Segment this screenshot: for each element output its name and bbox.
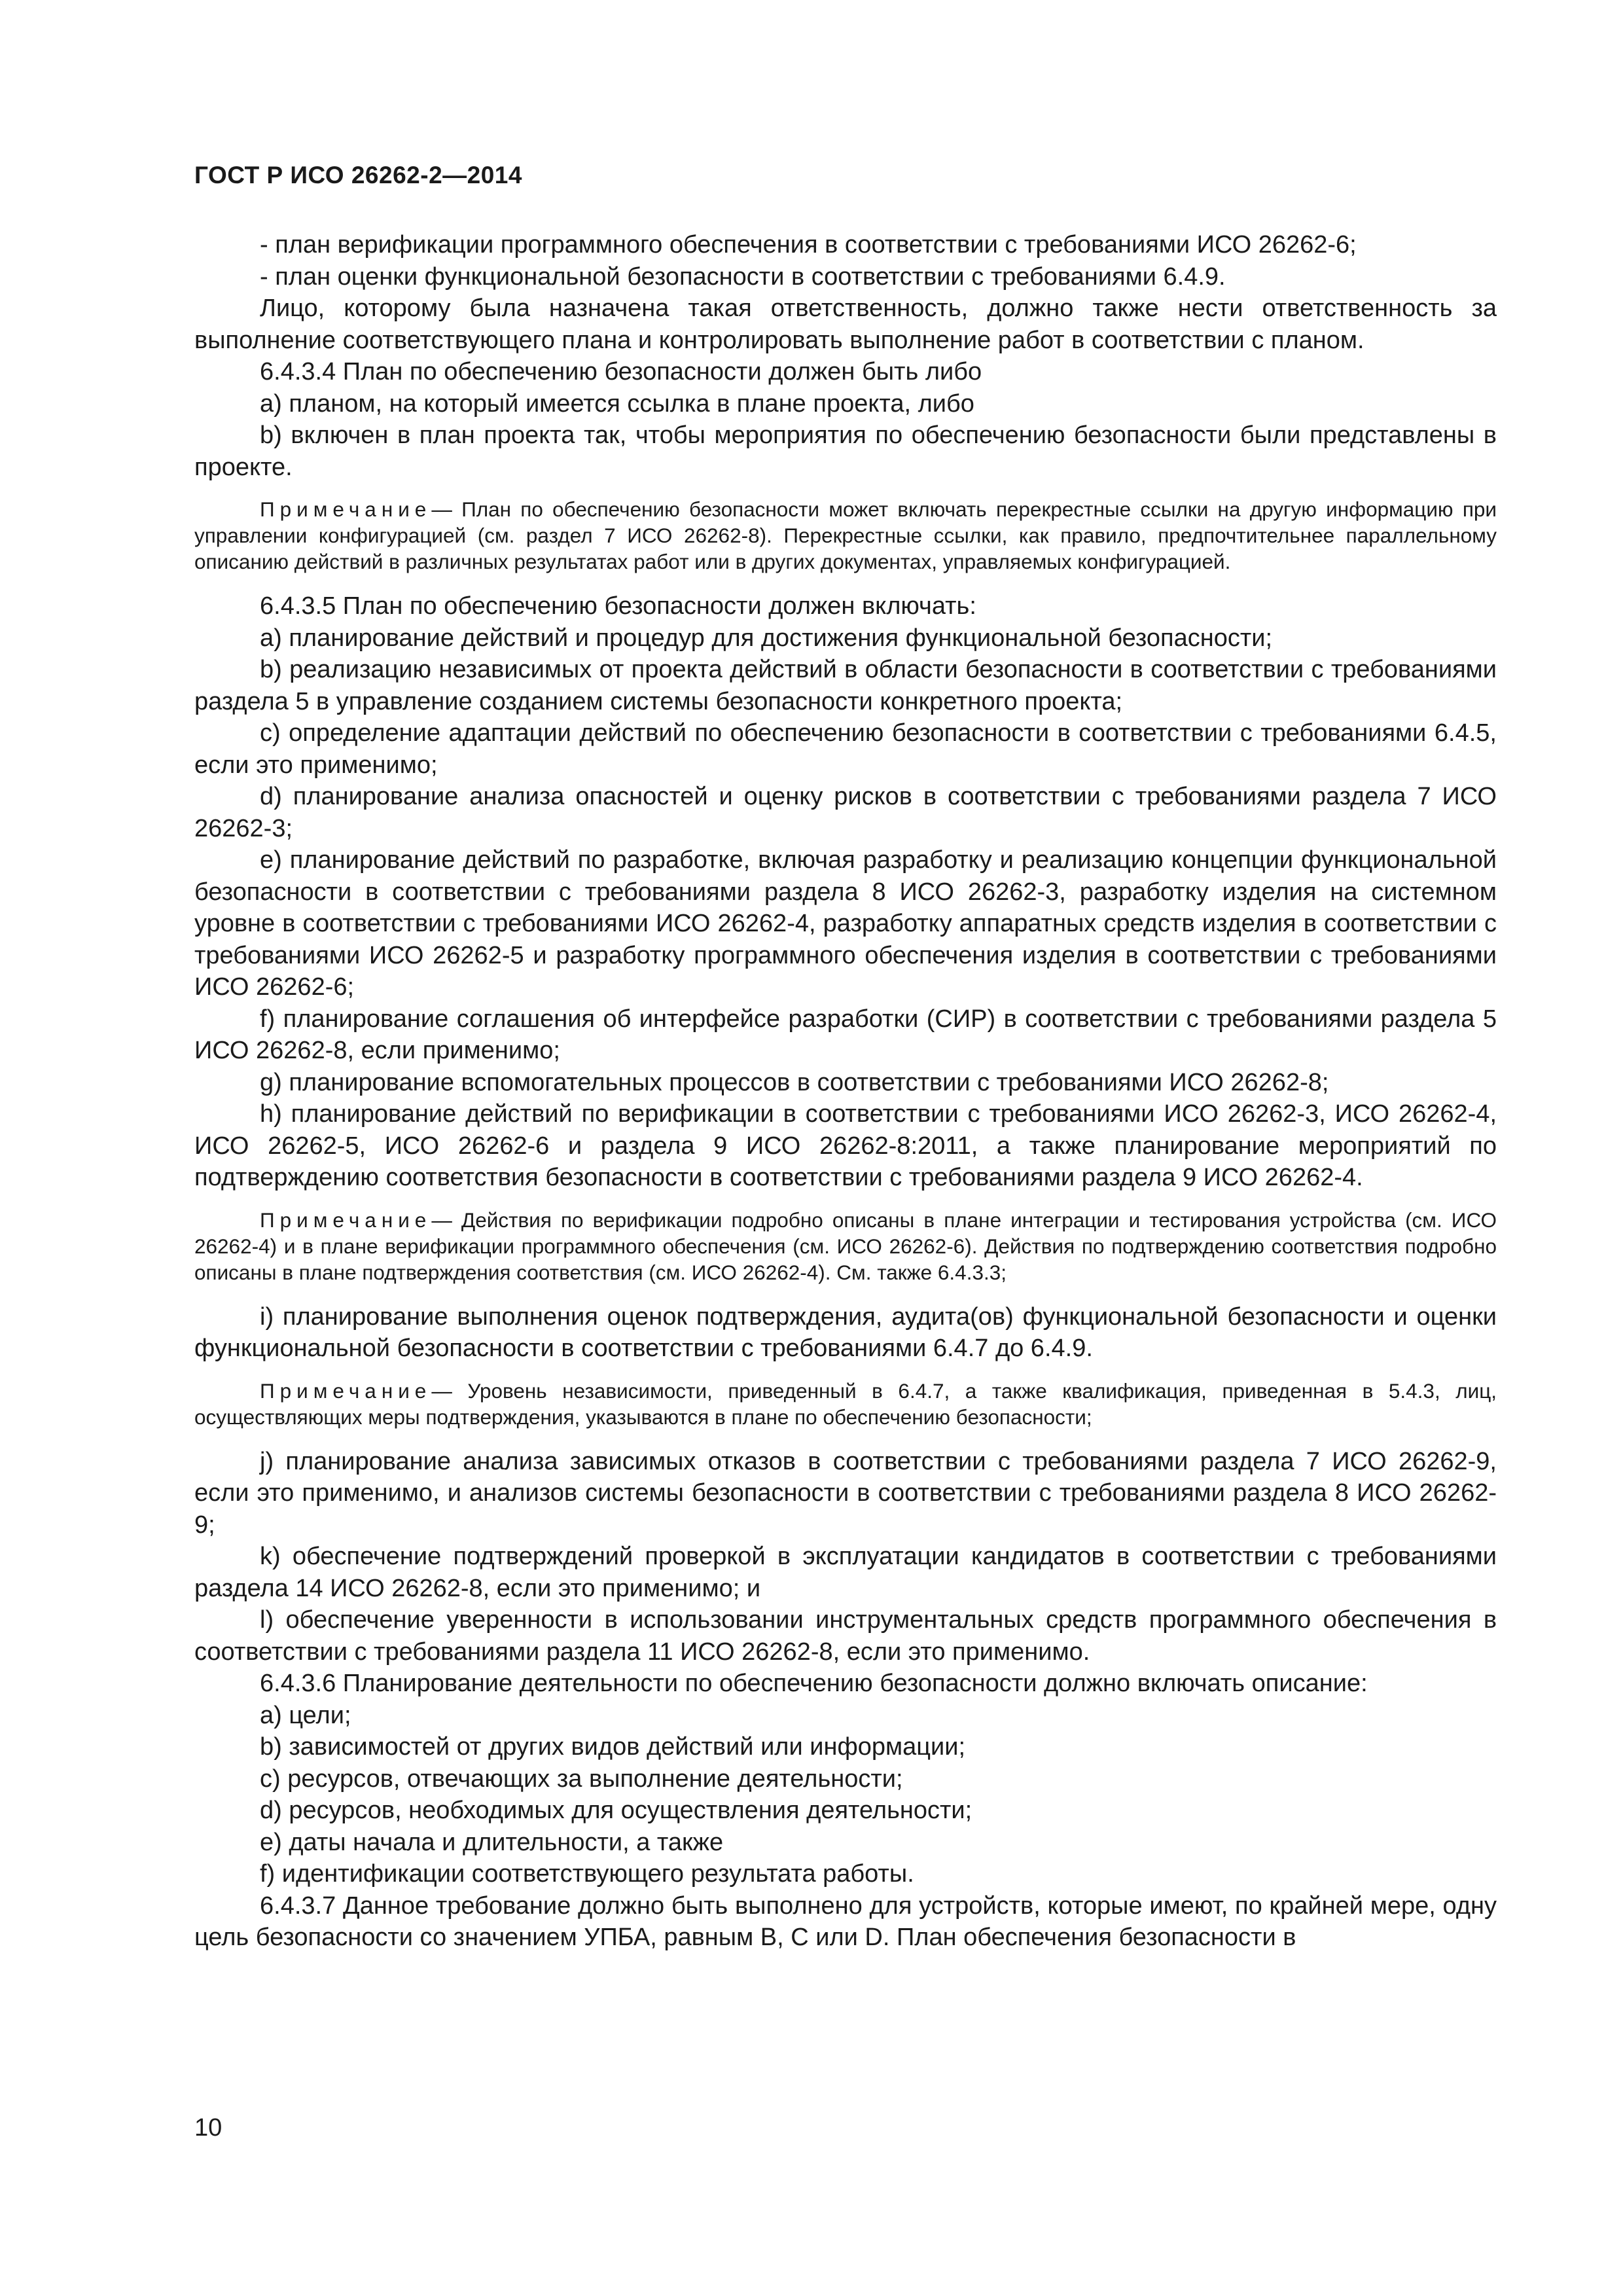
body-paragraph: j) планирование анализа зависимых отказов в соответствии с требованиями раздела 7 ИСО 26262-9, если это применимо, и анализов системы безопасности в соответствии с требованиями раздела 8 ИСО 26262-9;: [194, 1447, 1497, 1539]
body-paragraph: a) цели;: [260, 1701, 351, 1729]
page-number: 10: [194, 2114, 223, 2142]
body-paragraph: g) планирование вспомогательных процессов в соответствии с требованиями ИСО 26262-8;: [260, 1068, 1329, 1096]
body-paragraph: f) планирование соглашения об интерфейсе разработки (СИР) в соответствии с требованиями раздела 5 ИСО 26262-8, если применимо;: [194, 1005, 1497, 1064]
body-paragraph: h) планирование действий по верификации в соответствии с требованиями ИСО 26262-3, ИСО 26262-4, ИСО 26262-5, ИСО 26262-6 и раздела 9 ИСО 26262-8:2011, а также планирование мероприятий по подтверждению соответствия безопасности в соответствии с требованиями раздела 9 ИСО 26262-4.: [194, 1100, 1497, 1191]
body-paragraph: d) ресурсов, необходимых для осуществления деятельности;: [260, 1797, 972, 1824]
note-paragraph: [194, 1207, 1497, 1285]
note-label: Примечание: [260, 497, 432, 521]
body-paragraph: a) планом, на который имеется ссылка в плане проекта, либо: [260, 389, 974, 418]
document-body: [194, 229, 1497, 1954]
note-label: Примечание: [260, 1208, 432, 1232]
body-paragraph: b) включен в план проекта так, чтобы мероприятия по обеспечению безопасности были представлены в проекте.: [194, 422, 1497, 481]
body-paragraph: - план оценки функциональной безопасности в соответствии с требованиями 6.4.9.: [260, 262, 1226, 291]
body-paragraph: b) реализацию независимых от проекта действий в области безопасности в соответствии с требованиями раздела 5 в управление созданием системы безопасности конкретного проекта;: [194, 656, 1497, 715]
body-paragraph: a) планирование действий и процедур для достижения функциональной безопасности;: [260, 624, 1273, 652]
note-text: — Уровень независимости, приведенный в 6.4.7, а также квалификация, приведенная в 5.4.3, лиц, осуществляющих меры подтверждения, указываются в плане по обеспечению безопасности;: [194, 1378, 1497, 1429]
body-paragraph: 6.4.3.6 Планирование деятельности по обеспечению безопасности должно включать описание:: [260, 1670, 1368, 1697]
body-paragraph: e) планирование действий по разработке, включая разработку и реализацию концепции функциональной безопасности в соответствии с требованиями раздела 8 ИСО 26262-3, разработку изделия на системном уровне в соответствии с требованиями ИСО 26262-4, разработку аппаратных средств изделия в соответствии с требованиями ИСО 26262-5 и разработку программного обеспечения изделия в соответствии с требованиями ИСО 26262-6;: [194, 846, 1497, 1001]
body-paragraph: c) определение адаптации действий по обеспечению безопасности в соответствии с требованиями 6.4.5, если это применимо;: [194, 719, 1497, 779]
note-text: — Действия по верификации подробно описаны в плане интеграции и тестирования устройства (см. ИСО 26262-4) и в плане верификации программного обеспечения (см. ИСО 26262-6). Действия по подтверждению соответствия подробно описаны в плане подтверждения соответствия (см. ИСО 26262-4). См. также 6.4.3.3;: [194, 1208, 1497, 1284]
body-paragraph: Лицо, которому была назначена такая ответственность, должно также нести ответственность за выполнение соответствующего плана и контролировать выполнение работ в соответствии с планом.: [194, 295, 1497, 354]
note-label: Примечание: [260, 1378, 432, 1403]
body-paragraph: b) зависимостей от других видов действий или информации;: [260, 1733, 966, 1761]
note-paragraph: [194, 496, 1497, 575]
body-paragraph: k) обеспечение подтверждений проверкой в эксплуатации кандидатов в соответствии с требованиями раздела 14 ИСО 26262-8, если это применимо; и: [194, 1543, 1497, 1602]
body-paragraph: e) даты начала и длительности, а также: [260, 1828, 724, 1856]
body-paragraph: l) обеспечение уверенности в использовании инструментальных средств программного обеспечения в соответствии с требованиями раздела 11 ИСО 26262-8, если это применимо.: [194, 1606, 1497, 1666]
note-text: — План по обеспечению безопасности может включать перекрестные ссылки на другую информацию при управлении конфигурацией (см. раздел 7 ИСО 26262-8). Перекрестные ссылки, как правило, предпочтительнее параллельному описанию действий в различных результатах работ или в других документах, управляемых конфигурацией.: [194, 497, 1497, 573]
body-paragraph: c) ресурсов, отвечающих за выполнение деятельности;: [260, 1765, 903, 1793]
body-paragraph: - план верификации программного обеспечения в соответствии с требованиями ИСО 26262-6;: [260, 231, 1357, 259]
body-paragraph: i) планирование выполнения оценок подтверждения, аудита(ов) функциональной безопасности и оценки функциональной безопасности в соответствии с требованиями 6.4.7 до 6.4.9.: [194, 1302, 1497, 1362]
body-paragraph: 6.4.3.5 План по обеспечению безопасности должен включать:: [260, 592, 976, 620]
body-paragraph: f) идентификации соответствующего результата работы.: [260, 1860, 914, 1888]
document-header: ГОСТ Р ИСО 26262-2—2014: [194, 162, 522, 188]
body-paragraph: 6.4.3.7 Данное требование должно быть выполнено для устройств, которые имеют, по крайней мере, одну цель безопасности со значением УПБА, равным B, C или D. План обеспечения безопасности в: [194, 1892, 1497, 1951]
note-paragraph: [194, 1378, 1497, 1430]
body-paragraph: 6.4.3.4 План по обеспечению безопасности должен быть либо: [260, 358, 982, 386]
body-paragraph: d) планирование анализа опасностей и оценку рисков в соответствии с требованиями раздела 7 ИСО 26262-3;: [194, 783, 1497, 842]
